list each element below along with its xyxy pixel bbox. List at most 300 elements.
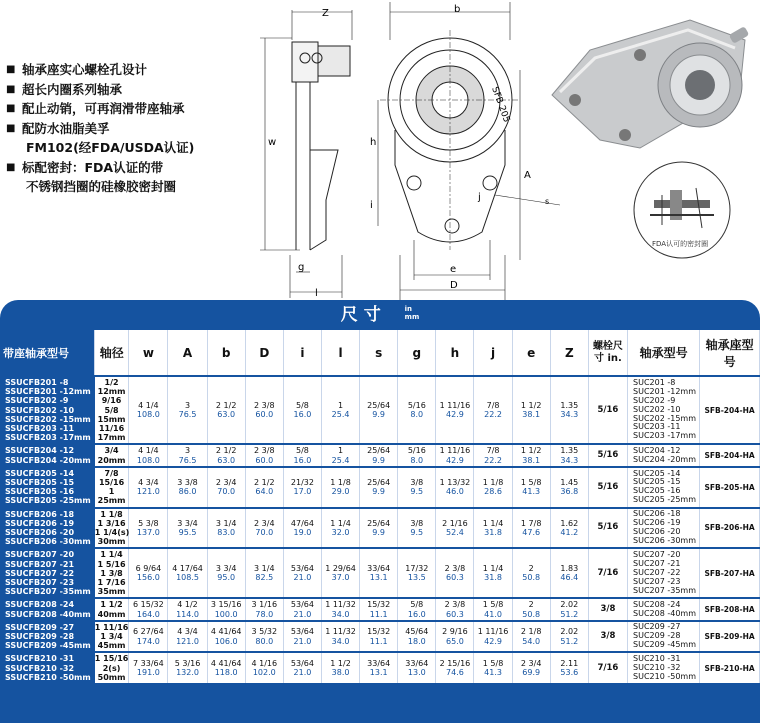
dim-inch-value: 3 1/4 [254, 564, 275, 574]
dim-inch-value: 1 5/8 [520, 478, 542, 488]
dim-mm-value: 51.2 [560, 609, 579, 619]
dim-cell-i [283, 467, 321, 508]
model-cell-line: SSUCFB204 -20mm [5, 455, 91, 465]
unit-mm: mm [404, 313, 420, 321]
dim-mm-value: 46.4 [560, 573, 579, 583]
dim-mm-value: 28.6 [484, 487, 502, 497]
dim-inch-value: 2 1/8 [520, 627, 542, 637]
dim-cell-e [512, 467, 550, 508]
dim-inch-value: 3 3/4 [215, 564, 237, 574]
shaft-cell-line: 1/2 [104, 378, 119, 387]
dim-cell-b [207, 508, 245, 549]
bearing-cell-line: SUC205 -14 [633, 468, 681, 478]
bearing-cell-line: SUC205 -15 [633, 477, 681, 487]
dim-cell-g [398, 508, 436, 549]
dim-inch-value: 2 1/2 [254, 478, 275, 488]
dim-mm-value: 16.0 [293, 455, 312, 465]
dim-mm-value: 82.5 [255, 573, 274, 583]
bolt-cell: 5/16 [588, 467, 627, 508]
shaft-cell-line: 40mm [97, 609, 126, 619]
bearing-cell-line: SUC202 -10 [633, 404, 681, 414]
dim-cell-e [512, 652, 550, 684]
dim-inch-value: 2 1/2 [215, 401, 237, 410]
bolt-cell: 7/16 [588, 652, 627, 684]
product-info-section [0, 0, 760, 300]
dim-cell-w [129, 652, 168, 684]
shaft-cell [95, 652, 129, 684]
dim-cell-h [436, 444, 474, 466]
model-cell-line: SSUCFB210 -50mm [5, 672, 91, 682]
dim-inch-value: 2 3/8 [444, 600, 466, 610]
shaft-cell-line: 1 [108, 487, 115, 497]
dim-cell-d [245, 376, 283, 444]
shaft-cell-line: 1 3/4 [100, 632, 123, 642]
dim-mm-value: 9.5 [410, 528, 424, 538]
bearing-cell-line: SUC203 -11 [633, 422, 681, 432]
dim-mm-value: 32.0 [331, 528, 350, 538]
shaft-cell [95, 548, 129, 598]
model-cell-line: SSUCFB205 -25mm [5, 496, 91, 506]
bearing-cell-line: SUC204 -12 [633, 445, 681, 455]
model-cell [0, 598, 95, 620]
dim-inch-value: 2 15/16 [439, 659, 471, 669]
model-cell [0, 548, 95, 598]
dimensions-table [0, 330, 760, 685]
dim-mm-value: 16.0 [407, 609, 426, 619]
bearing-cell-line: SUC202 -15mm [633, 413, 696, 423]
dim-cell-w [129, 467, 168, 508]
dim-cell-z [550, 548, 588, 598]
bearing-cell-line: SUC207 -21 [633, 559, 681, 569]
feature-text: 轴承座实心螺栓孔设计 [22, 62, 148, 77]
dim-mm-value: 13.1 [369, 573, 388, 583]
dim-inch-value: 3 [184, 401, 191, 410]
col-header-a: A [168, 330, 207, 376]
shaft-cell-line: 20mm [97, 455, 126, 465]
dim-cell-a [168, 444, 207, 466]
dim-mm-value: 54.0 [522, 636, 541, 646]
col-header-i: i [283, 330, 321, 376]
dim-mm-value: 22.2 [484, 410, 502, 420]
dim-cell-w [129, 621, 168, 653]
dim-mm-value: 53.6 [560, 668, 579, 678]
dim-cell-i [283, 548, 321, 598]
dim-cell-d [245, 548, 283, 598]
dim-inch-value: 25/64 [367, 446, 391, 456]
model-cell-line: SSUCFB210 -32 [5, 663, 75, 673]
shaft-cell-line: 1 1/4 [100, 550, 123, 560]
dim-mm-value: 102.0 [252, 668, 276, 678]
dim-inch-value: 2 9/16 [442, 627, 468, 637]
housing-cell: SFB-206-HA [700, 508, 760, 549]
dim-cell-d [245, 598, 283, 620]
table-row [0, 621, 760, 653]
dim-inch-value: 5 3/8 [138, 518, 159, 528]
feature-text: 不锈钢挡圈的硅橡胶密封圈 [26, 179, 177, 194]
dim-mm-value: 76.5 [178, 455, 197, 465]
product-photo [552, 20, 749, 148]
dim-mm-value: 74.6 [446, 668, 464, 678]
bearing-cell-line: SUC206 -18 [633, 509, 681, 519]
housing-embossed-text: SFB 205 [489, 85, 512, 124]
dim-cell-s [360, 444, 398, 466]
dim-inch-value: 53/64 [290, 627, 314, 637]
bolt-cell: 5/16 [588, 444, 627, 466]
bolt-cell: 7/16 [588, 548, 627, 598]
dim-inch-value: 2 3/4 [215, 478, 237, 488]
dim-mm-value: 13.0 [407, 668, 426, 678]
bearing-cell-line: SUC201 -12mm [633, 387, 696, 397]
dim-inch-value: 2 1/16 [442, 518, 468, 528]
dim-mm-value: 8.0 [410, 455, 424, 465]
dim-cell-d [245, 621, 283, 653]
dim-mm-value: 11.1 [369, 609, 388, 619]
dim-cell-w [129, 444, 168, 466]
label-s: s [545, 197, 550, 206]
dim-cell-h [436, 598, 474, 620]
dim-mm-value: 156.0 [136, 573, 160, 583]
dim-cell-z [550, 444, 588, 466]
dim-mm-value: 41.3 [484, 668, 502, 678]
dim-cell-j [474, 598, 512, 620]
dim-cell-e [512, 621, 550, 653]
dim-inch-value: 4 3/4 [138, 478, 159, 488]
label-e: e [450, 264, 457, 275]
model-cell-line: SSUCFB207 -23 [5, 578, 75, 588]
dim-mm-value: 42.9 [484, 636, 502, 646]
dim-mm-value: 108.5 [176, 573, 199, 583]
dim-inch-value: 53/64 [290, 600, 314, 610]
dim-inch-value: 1 1/4 [482, 518, 504, 528]
dim-mm-value: 100.0 [214, 609, 238, 619]
bearing-cell [628, 652, 700, 684]
dim-mm-value: 22.2 [484, 455, 502, 465]
dim-inch-value: 3 15/16 [210, 600, 242, 610]
dim-mm-value: 114.0 [176, 609, 199, 619]
dim-mm-value: 34.0 [331, 609, 350, 619]
shaft-cell [95, 444, 129, 466]
dim-inch-value: 15/32 [367, 600, 391, 610]
model-cell-line: SSUCFB207 -35mm [5, 587, 91, 597]
label-w: w [268, 137, 277, 148]
feature-text: 配止动销，可再润滑带座轴承 [22, 101, 185, 116]
dim-inch-value: 3/8 [410, 478, 424, 488]
model-cell-line: SSUCFB205 -16 [5, 487, 75, 497]
dim-mm-value: 76.5 [178, 410, 197, 420]
dim-cell-h [436, 548, 474, 598]
shaft-cell-line: 1 1/8 [100, 509, 123, 519]
bullet-icon: ■ [6, 64, 16, 75]
bearing-cell-line: SUC210 -32 [633, 662, 681, 672]
dim-inch-value: 2.11 [560, 659, 579, 669]
dim-inch-value: 1 29/64 [325, 564, 356, 574]
dim-cell-h [436, 621, 474, 653]
dim-cell-z [550, 467, 588, 508]
dim-cell-a [168, 652, 207, 684]
dim-mm-value: 51.2 [560, 636, 579, 646]
dim-cell-l [321, 444, 359, 466]
bearing-cell [628, 444, 700, 466]
dim-mm-value: 38.1 [522, 455, 541, 465]
dim-cell-i [283, 376, 321, 444]
dim-cell-s [360, 508, 398, 549]
dim-cell-w [129, 548, 168, 598]
dim-cell-l [321, 652, 359, 684]
dim-cell-l [321, 548, 359, 598]
dim-mm-value: 137.0 [136, 528, 160, 538]
dim-inch-value: 1 [338, 401, 344, 410]
dim-inch-value: 1 1/8 [330, 478, 351, 488]
dim-cell-l [321, 508, 359, 549]
dim-mm-value: 16.0 [293, 410, 312, 420]
dim-cell-a [168, 598, 207, 620]
dim-mm-value: 41.2 [560, 528, 579, 538]
dim-cell-e [512, 376, 550, 444]
bearing-cell-line: SUC205 -25mm [633, 495, 696, 505]
dim-inch-value: 1 11/16 [477, 627, 509, 637]
dim-mm-value: 9.5 [410, 487, 424, 497]
col-header-h: h [436, 330, 474, 376]
housing-cell: SFB-210-HA [700, 652, 760, 684]
bullet-icon: ■ [6, 122, 16, 134]
fda-seal-label: FDA认可的密封圈 [652, 240, 709, 248]
housing-cell: SFB-204-HA [700, 376, 760, 444]
dim-inch-value: 1 11/16 [439, 446, 471, 456]
dim-cell-e [512, 548, 550, 598]
dim-inch-value: 1 1/2 [520, 446, 542, 456]
dim-inch-value: 4 17/64 [172, 564, 203, 574]
shaft-cell-line: 1 1/2 [100, 600, 123, 610]
dim-inch-value: 15/32 [367, 627, 391, 637]
dim-inch-value: 3 1/4 [215, 518, 237, 528]
dim-mm-value: 60.0 [255, 455, 274, 465]
table-title-text: 尺寸 [340, 305, 387, 325]
dim-mm-value: 21.0 [293, 609, 312, 619]
dim-cell-l [321, 621, 359, 653]
dim-inch-value: 6 15/32 [133, 600, 164, 610]
dim-mm-value: 63.0 [217, 410, 236, 420]
model-cell-line: SSUCFB209 -28 [5, 632, 75, 642]
dim-inch-value: 4 41/64 [210, 627, 242, 637]
dim-inch-value: 5/16 [407, 446, 426, 456]
label-d: D [450, 280, 458, 291]
dim-mm-value: 60.3 [446, 609, 464, 619]
dim-inch-value: 1.45 [560, 478, 579, 488]
dim-cell-d [245, 444, 283, 466]
col-header-g: g [398, 330, 436, 376]
bolt-cell: 3/8 [588, 621, 627, 653]
dim-cell-i [283, 621, 321, 653]
housing-cell: SFB-205-HA [700, 467, 760, 508]
col-header-shaft: 轴径 [95, 330, 129, 376]
model-cell-line: SSUCFB209 -27 [5, 622, 75, 632]
model-cell [0, 508, 95, 549]
dim-cell-g [398, 444, 436, 466]
model-cell [0, 652, 95, 684]
shaft-cell-line: 1 1/4(s) [94, 528, 130, 538]
feature-text: 标配密封：FDA认证的带 [22, 159, 164, 175]
model-cell-line: SSUCFB202 -15mm [5, 414, 91, 424]
dim-inch-value: 1 1/4 [482, 564, 504, 574]
dim-inch-value: 2 1/2 [215, 446, 237, 456]
dim-inch-value: 2.02 [560, 600, 579, 610]
bolt-cell: 5/16 [588, 508, 627, 549]
dim-cell-b [207, 652, 245, 684]
dim-mm-value: 34.3 [560, 410, 579, 420]
dim-mm-value: 41.3 [522, 487, 541, 497]
dim-mm-value: 13.1 [369, 668, 388, 678]
bearing-cell [628, 467, 700, 508]
dim-cell-s [360, 621, 398, 653]
shaft-cell-line: 1 3/8 [100, 568, 123, 578]
dim-mm-value: 132.0 [176, 668, 199, 678]
dim-cell-z [550, 598, 588, 620]
table-title [0, 300, 760, 330]
dim-inch-value: 25/64 [367, 478, 391, 488]
dim-mm-value: 108.0 [136, 410, 160, 420]
dim-inch-value: 45/64 [405, 627, 429, 637]
model-cell-line: SSUCFB206 -30mm [5, 537, 91, 547]
model-cell [0, 444, 95, 466]
model-cell-line: SSUCFB206 -19 [5, 518, 75, 528]
dim-mm-value: 121.0 [136, 487, 160, 497]
col-header-s: s [360, 330, 398, 376]
dim-cell-e [512, 508, 550, 549]
dim-cell-b [207, 376, 245, 444]
dim-cell-j [474, 467, 512, 508]
dim-mm-value: 13.5 [407, 573, 426, 583]
dim-cell-z [550, 508, 588, 549]
dim-mm-value: 50.8 [522, 609, 541, 619]
dim-cell-h [436, 376, 474, 444]
dim-mm-value: 9.9 [372, 487, 386, 497]
dim-mm-value: 63.0 [217, 455, 236, 465]
dim-inch-value: 1 1/4 [330, 518, 351, 528]
dim-mm-value: 42.9 [446, 455, 464, 465]
dim-inch-value: 25/64 [367, 401, 391, 410]
bearing-cell-line: SUC207 -22 [633, 568, 681, 578]
label-a: A [524, 170, 531, 181]
dim-mm-value: 52.4 [446, 528, 464, 538]
dim-mm-value: 121.0 [176, 636, 199, 646]
dim-cell-j [474, 621, 512, 653]
bearing-cell-line: SUC209 -27 [633, 622, 681, 632]
unit-in: in [404, 305, 413, 313]
dim-cell-g [398, 621, 436, 653]
dim-cell-i [283, 508, 321, 549]
dim-mm-value: 36.8 [560, 487, 579, 497]
dim-cell-l [321, 467, 359, 508]
bearing-cell-line: SUC202 -9 [633, 396, 676, 406]
dimensions-table-panel [0, 300, 760, 723]
col-header-w: w [129, 330, 168, 376]
dim-cell-w [129, 598, 168, 620]
bolt-cell: 5/16 [588, 376, 627, 444]
housing-cell: SFB-208-HA [700, 598, 760, 620]
dim-cell-z [550, 652, 588, 684]
model-cell [0, 621, 95, 653]
dim-inch-value: 3 5/32 [251, 627, 278, 637]
dim-mm-value: 106.0 [214, 636, 238, 646]
dim-cell-h [436, 652, 474, 684]
technical-drawing [0, 0, 760, 300]
dim-mm-value: 34.0 [331, 636, 350, 646]
col-header-b: b [207, 330, 245, 376]
shaft-cell-line: 1 15/16 [94, 654, 129, 664]
dim-cell-a [168, 467, 207, 508]
model-cell-line: SSUCFB206 -20 [5, 528, 75, 538]
dim-inch-value: 2 [528, 600, 534, 610]
dim-mm-value: 41.0 [484, 609, 502, 619]
col-header-model: 带座轴承型号 [0, 330, 95, 376]
dim-mm-value: 29.0 [331, 487, 350, 497]
col-header-bolt: 螺栓尺寸 in. [588, 330, 627, 376]
model-cell [0, 467, 95, 508]
dim-mm-value: 95.5 [178, 528, 197, 538]
shaft-cell-line: 1 11/16 [94, 622, 129, 632]
dim-inch-value: 25/64 [367, 518, 391, 528]
dim-mm-value: 19.0 [293, 528, 312, 538]
dim-mm-value: 60.0 [255, 410, 274, 420]
dim-mm-value: 50.8 [522, 573, 541, 583]
dim-inch-value: 1 5/8 [482, 659, 504, 669]
dim-mm-value: 8.0 [410, 410, 424, 420]
dim-inch-value: 1 1/2 [330, 659, 351, 669]
dim-mm-value: 80.0 [255, 636, 274, 646]
dim-inch-value: 4 1/16 [251, 659, 278, 669]
dim-inch-value: 1 1/8 [482, 478, 504, 488]
dim-inch-value: 7 33/64 [133, 659, 164, 669]
dim-inch-value: 6 27/64 [133, 627, 164, 637]
model-cell-line: SSUCFB207 -22 [5, 568, 75, 578]
dim-cell-d [245, 467, 283, 508]
bearing-cell-line: SUC210 -31 [633, 654, 681, 664]
shaft-cell-line: 3/4 [104, 446, 119, 456]
dim-inch-value: 2 3/8 [254, 401, 275, 410]
model-cell-line: SSUCFB207 -20 [5, 550, 75, 560]
dim-inch-value: 2.02 [560, 627, 579, 637]
dim-mm-value: 86.0 [178, 487, 197, 497]
dim-mm-value: 21.0 [293, 636, 312, 646]
dim-cell-a [168, 621, 207, 653]
dim-inch-value: 2 3/4 [520, 659, 542, 669]
table-row [0, 598, 760, 620]
col-header-housing: 轴承座型号 [700, 330, 760, 376]
dim-cell-s [360, 652, 398, 684]
dim-inch-value: 1 11/32 [325, 627, 356, 637]
dim-mm-value: 64.0 [255, 487, 274, 497]
dim-mm-value: 191.0 [136, 668, 160, 678]
shaft-cell-line: 1 7/16 [97, 578, 126, 588]
shaft-cell-line: 35mm [97, 587, 126, 597]
bearing-cell-line: SUC205 -16 [633, 486, 681, 496]
bearing-cell [628, 548, 700, 598]
dim-cell-j [474, 376, 512, 444]
bearing-cell [628, 598, 700, 620]
dim-inch-value: 33/64 [405, 659, 429, 669]
dim-inch-value: 1 1/2 [520, 401, 542, 410]
dim-inch-value: 1.83 [560, 564, 579, 574]
bearing-cell-line: SUC208 -24 [633, 599, 681, 609]
dim-mm-value: 18.0 [407, 636, 426, 646]
dim-inch-value: 3 3/4 [177, 518, 198, 528]
table-row [0, 467, 760, 508]
col-header-d: D [245, 330, 283, 376]
dim-cell-b [207, 621, 245, 653]
model-cell-line: SSUCFB204 -12 [5, 446, 75, 456]
dim-inch-value: 2 3/4 [254, 518, 275, 528]
dim-inch-value: 1.35 [560, 446, 579, 456]
